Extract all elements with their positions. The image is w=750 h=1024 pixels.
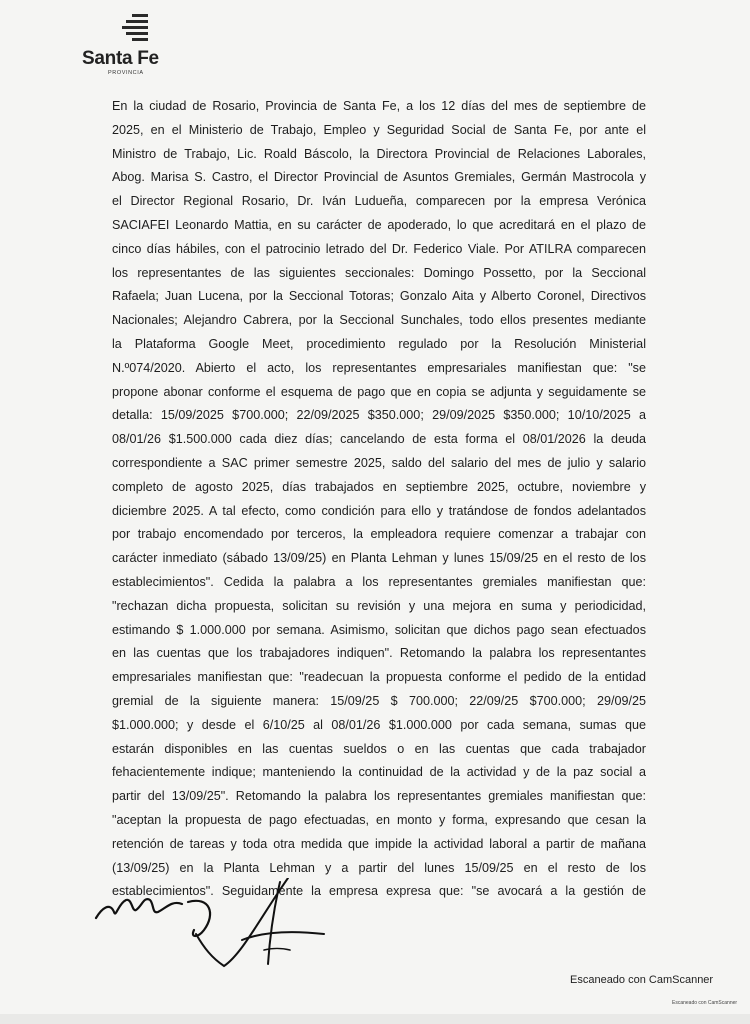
document-line: estimando $ 1.000.000 por semana. Asimismo, solicitan que dichos pago sean efectuados [112,622,646,637]
document-line: "aceptan la propuesta de pago efectuadas, en monto y forma, expresando que cesan la [112,812,646,827]
document-line: (13/09/25) en la Planta Lehman y a partir del lunes 15/09/25 en el resto de los [112,860,646,875]
document-line: establecimientos". Cedida la palabra a los representantes gremiales manifiestan que: [112,574,646,589]
document-line: el Director Regional Rosario, Dr. Iván Ludueña, comparecen por la empresa Verónica [112,194,646,209]
document-line: gremial de la siguiente manera: 15/09/25 $ 700.000; 22/09/25 $700.000; 29/09/25 [112,693,646,708]
document-line: partir del 13/09/25". Retomando la palabra los representantes gremiales manifiestan que: [112,789,646,804]
document-line: Nacionales; Alejandro Cabrera, por la Seccional Sunchales, todo ellos presentes mediante [112,313,646,328]
santa-fe-logo [82,14,182,78]
document-line: En la ciudad de Rosario, Provincia de Santa Fe, a los 12 días del mes de septiembre de [112,99,646,113]
document-line: en las cuentas que los trabajadores indiquen". Retomando la palabra los representantes [112,646,646,661]
logo-name: Santa Fe [82,48,159,69]
document-line: Rafaela; Juan Lucena, por la Seccional Totoras; Gonzalo Aita y Alberto Coronel, Directivos [112,289,646,304]
scanner-watermark-small: Escaneado con CamScanner [672,1000,738,1006]
document-line: 08/01/26 $1.500.000 cada diez días; cancelando de esta forma el 08/01/2026 la deuda [112,432,646,447]
document-line: fehacientemente indique; manteniendo la continuidad de la actividad y de la paz social a [112,765,646,780]
document-line: SACIAFEI Leonardo Mattia, en su carácter de apoderado, lo que acreditará en el plazo de [112,217,646,232]
document-line: carácter inmediato (sábado 13/09/25) en Planta Lehman y lunes 15/09/25 en el resto de los [112,551,646,566]
document-line: diciembre 2025. A tal efecto, como condición para ello y tratándose de fondos adelantados [112,503,646,518]
document-line: retención de tareas y toda otra medida que impide la actividad laboral a partir de mañana [112,836,646,851]
document-line: detalla: 15/09/2025 $700.000; 22/09/2025 $350.000; 29/09/2025 $350.000; 10/10/2025 a [112,408,646,423]
document-line: estarán disponibles en las cuentas sueldos o en las cuentas que cada trabajador [112,741,646,756]
document-line: "rechazan dicha propuesta, solicitan su revisión y una mejora en suma y periodicidad, [112,598,646,613]
document-line: $1.000.000; y desde el 6/10/25 al 08/01/26 $1.000.000 por cada semana, sumas que [112,717,646,732]
document-line: empresariales manifiestan que: "readecuan la propuesta conforme el pedido de la entidad [112,670,646,685]
document-line: N.º074/2020. Abierto el acto, los representantes empresariales manifiestan que: "se [112,360,646,375]
document-body [112,95,646,904]
document-line: propone abonar conforme el esquema de pago que en copia se adjunta y seguidamente se [112,384,646,399]
scanner-watermark: Escaneado con CamScanner [570,974,714,986]
document-line: 2025, en el Ministerio de Trabajo, Empleo y Seguridad Social de Santa Fe, por ante el [112,122,646,137]
bottom-strip [0,1014,750,1024]
logo-stripes-icon [118,14,150,44]
document-line: cinco días hábiles, con el patrocinio letrado del Dr. Federico Viale. Por ATILRA comparecen [112,241,646,256]
document-line: la Plataforma Google Meet, procedimiento regulado por la Resolución Ministerial [112,336,646,351]
document-line: completo de agosto 2025, días trabajados en septiembre 2025, octubre, noviembre y [112,479,646,494]
handwritten-signature [92,878,332,978]
document-line: por trabajo encomendado por terceros, la empleadora requiere comenzar a trabajar con [112,527,646,542]
document-line: Abog. Marisa S. Castro, el Director Provincial de Asuntos Gremiales, Germán Mastrocola y [112,170,646,185]
document-line: Ministro de Trabajo, Lic. Roald Báscolo, la Directora Provincial de Relaciones Laborales, [112,146,646,161]
document-line: los representantes de las siguientes seccionales: Domingo Possetto, por la Seccional [112,265,646,280]
document-line: correspondiente a SAC primer semestre 2025, saldo del salario del mes de julio y salario [112,455,646,470]
document-line: establecimientos". Seguidamente la empresa expresa que: "se avocará a la gestión de [112,884,646,899]
logo-subtitle: PROVINCIA [108,70,144,76]
